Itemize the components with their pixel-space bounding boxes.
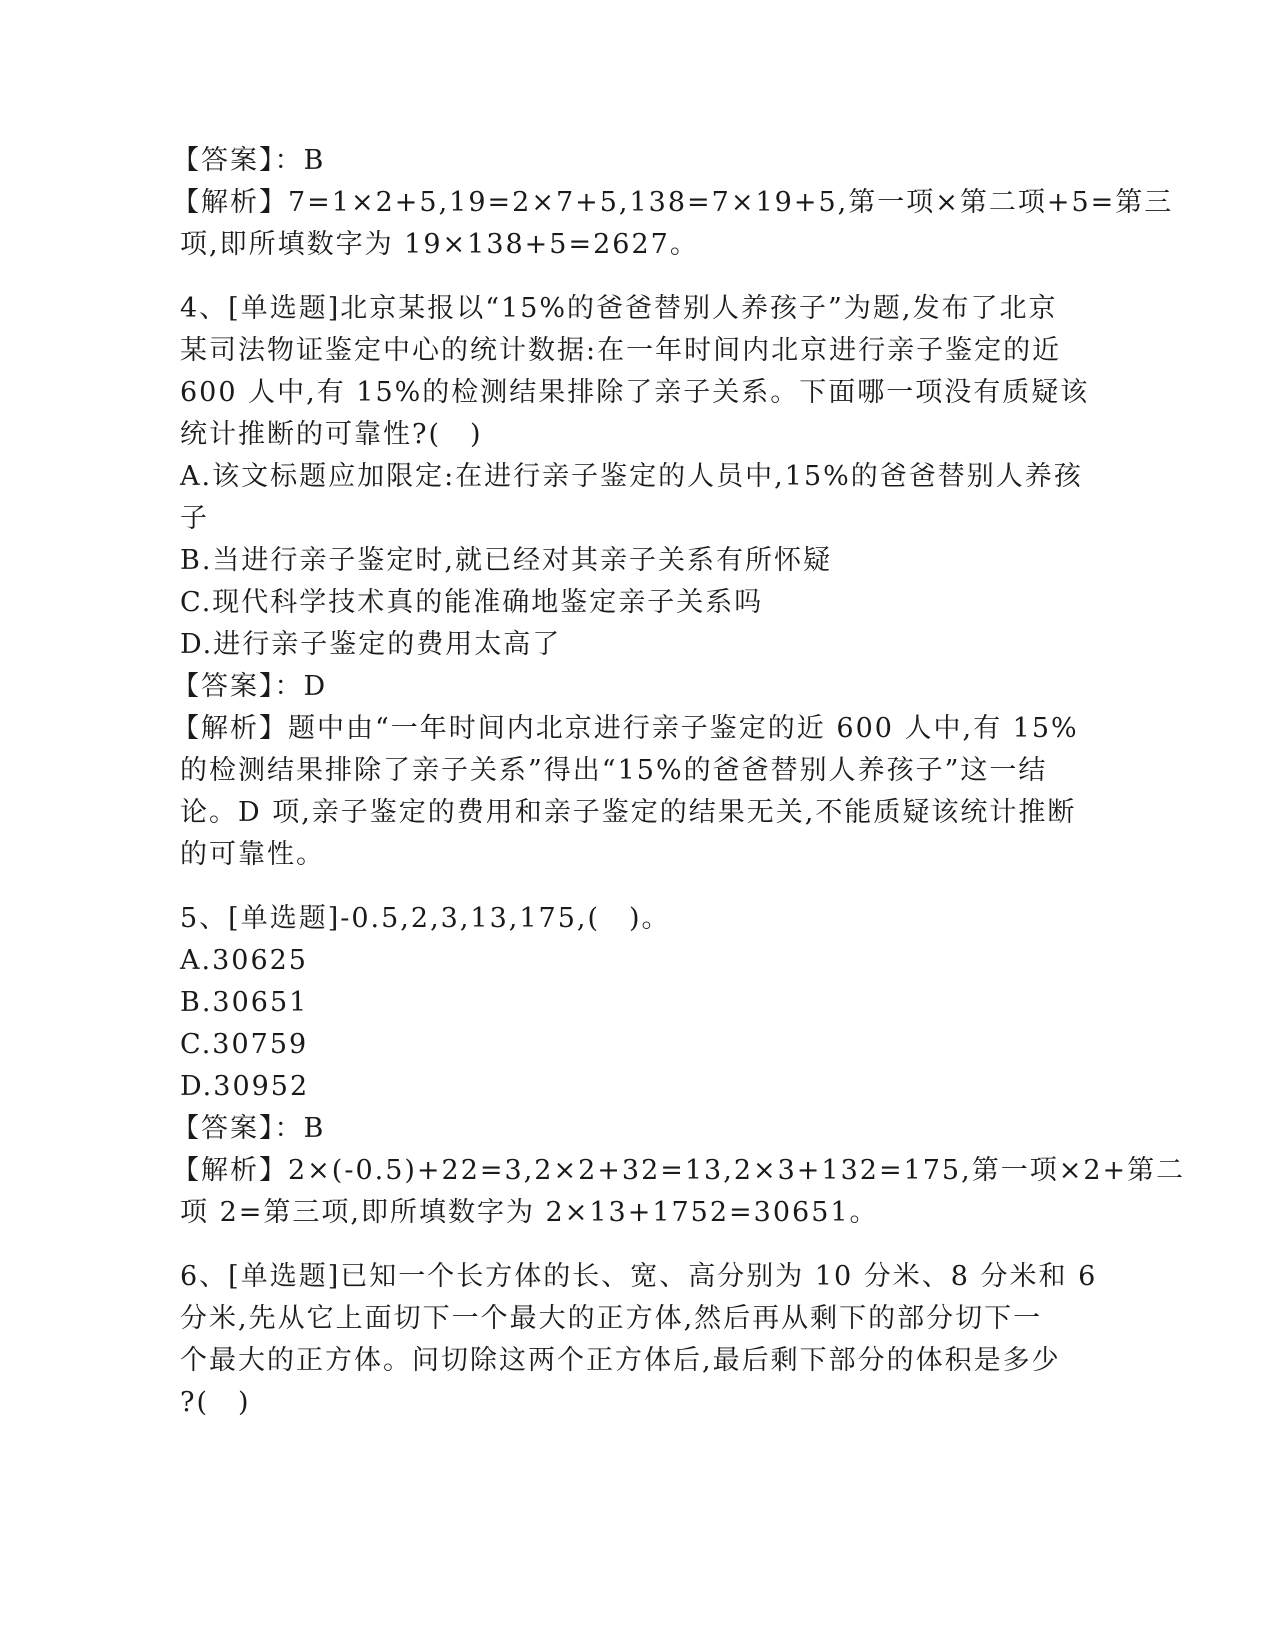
option-b: B.当进行亲子鉴定时,就已经对其亲子关系有所怀疑 [180,545,833,576]
question-4 [172,288,1090,876]
answer-line: 【答案】：B [172,145,326,176]
option-b: B.30651 [180,987,309,1018]
option-a-continued: 子 [180,503,209,534]
analysis-line: 项,即所填数字为 19×138+5=2627。 [180,229,699,260]
question-stem-line: 统计推断的可靠性?( ) [180,419,483,450]
option-d: D.进行亲子鉴定的费用太高了 [180,629,562,660]
analysis-line: 的可靠性。 [180,839,325,870]
question-stem-line: 某司法物证鉴定中心的统计数据:在一年时间内北京进行亲子鉴定的近 [180,335,1062,366]
question-stem-line: 4、[单选题]北京某报以“15%的爸爸替别人养孩子”为题,发布了北京 [180,293,1058,324]
option-a: A.该文标题应加限定:在进行亲子鉴定的人员中,15%的爸爸替别人养孩 [180,461,1083,492]
question-stem-line: 6、[单选题]已知一个长方体的长、宽、高分别为 10 分米、8 分米和 6 [180,1261,1098,1292]
analysis-line: 项 2=第三项,即所填数字为 2×13+1752=30651。 [180,1197,879,1228]
question-stem-line: 个最大的正方体。问切除这两个正方体后,最后剩下部分的体积是多少 [180,1345,1061,1376]
document-page [172,140,1186,1424]
question-6 [180,1256,1098,1424]
question-5 [172,898,1186,1234]
question-stem-line: 分米,先从它上面切下一个最大的正方体,然后再从剩下的部分切下一 [180,1303,1043,1334]
analysis-line: 【解析】题中由“一年时间内北京进行亲子鉴定的近 600 人中,有 15% [172,713,1079,744]
option-c: C.现代科学技术真的能准确地鉴定亲子关系吗 [180,587,764,618]
question-stem-line: 5、[单选题]-0.5,2,3,13,175,( )。 [180,903,671,934]
answer-line: 【答案】：B [172,1113,326,1144]
option-d: D.30952 [180,1071,310,1102]
analysis-line: 【解析】7=1×2+5,19=2×7+5,138=7×19+5,第一项×第二项+5=第三 [172,187,1174,218]
answer-line: 【答案】：D [172,671,328,702]
option-c: C.30759 [180,1029,309,1060]
question-stem-line: 600 人中,有 15%的检测结果排除了亲子关系。下面哪一项没有质疑该 [180,377,1090,408]
analysis-line: 【解析】2×(-0.5)+22=3,2×2+32=13,2×3+132=175,第一项×2+第二 [172,1155,1186,1186]
question-stem-line: ?( ) [180,1387,251,1418]
question-3-tail [172,140,1174,266]
option-a: A.30625 [180,945,308,976]
analysis-line: 的检测结果排除了亲子关系”得出“15%的爸爸替别人养孩子”这一结 [180,755,1048,786]
analysis-line: 论。D 项,亲子鉴定的费用和亲子鉴定的结果无关,不能质疑该统计推断 [180,797,1077,828]
